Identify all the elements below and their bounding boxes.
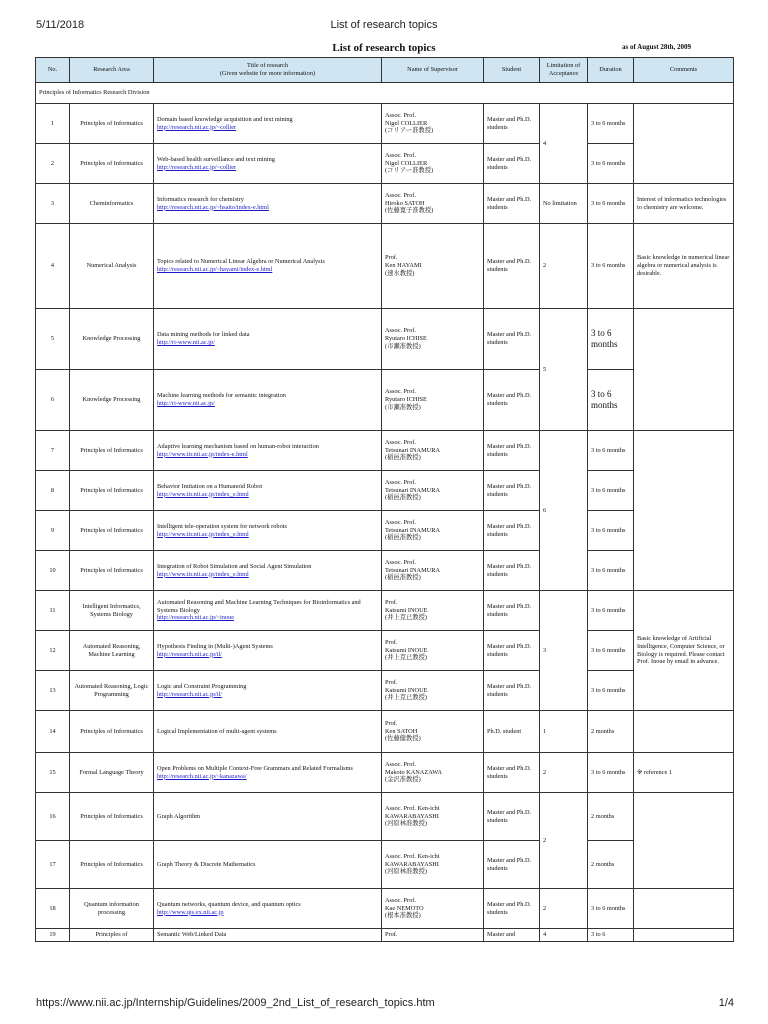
supervisor-sup2: Katsumi INOUE	[385, 646, 428, 654]
duration: 3 to 6 months	[588, 144, 634, 184]
research-area: Quantum information processing	[70, 889, 154, 929]
supervisor-sup1: Prof.	[385, 254, 398, 262]
supervisor-cell	[382, 793, 484, 841]
supervisor-sup2: Nigel COLLIER	[385, 119, 428, 127]
duration: 3 to 6 months	[588, 184, 634, 224]
research-title: Informatics research for chemistry	[157, 195, 244, 203]
research-title-cell	[154, 309, 382, 370]
col-header-duration: Duration	[588, 58, 634, 83]
research-link[interactable]: http://www.iir.nii.ac.jp/index_e.html	[157, 530, 249, 538]
supervisor-sup3: (コリアー准教授)	[385, 167, 434, 175]
col-header-limitation: Limitation of Acceptance	[540, 58, 588, 83]
supervisor-cell	[382, 671, 484, 711]
supervisor-sup3: (稲邑准教授)	[385, 574, 421, 582]
research-area: Principles of Informatics	[70, 104, 154, 144]
table-row	[36, 104, 734, 144]
supervisor-sup2: Tetsunari INAMURA	[385, 566, 440, 574]
print-date: 5/11/2018	[36, 19, 85, 31]
table-row	[36, 671, 734, 711]
supervisor-sup2: KAWARABAYASHI	[385, 860, 439, 868]
research-area: Knowledge Processing	[70, 309, 154, 370]
research-title: Machine learning methods for semantic integration	[157, 392, 286, 400]
table-row	[36, 184, 734, 224]
research-title-cell	[154, 431, 382, 471]
research-title: Logical Implementation of multi-agent systems	[157, 727, 277, 735]
supervisor-cell	[382, 309, 484, 370]
research-link[interactable]: http://www.iir.nii.ac.jp/index_e.html	[157, 570, 249, 578]
supervisor-sup1: Assoc. Prof.	[385, 438, 416, 446]
table-row	[36, 753, 734, 793]
supervisor-sup1: Assoc. Prof.	[385, 327, 416, 335]
research-link[interactable]: http://ri-www.nii.ac.jp/	[157, 400, 215, 407]
row-number: 18	[36, 889, 70, 929]
row-number: 7	[36, 431, 70, 471]
supervisor-sup1: Assoc. Prof.	[385, 191, 416, 199]
duration: 3 to 6 months	[588, 511, 634, 551]
supervisor-sup2: Katsumi INOUE	[385, 606, 428, 614]
research-title: Web-based health surveillance and text mining	[157, 155, 275, 163]
research-link[interactable]: http://www.iir.nii.ac.jp/index-e.html	[157, 450, 248, 458]
table-row	[36, 224, 734, 309]
research-title: Intelligent tele-operation system for network robots	[157, 522, 287, 530]
supervisor-sup1: Assoc. Prof.	[385, 558, 416, 566]
student-type: Master and Ph.D. students	[484, 753, 540, 793]
supervisor-sup1: Assoc. Prof.	[385, 760, 416, 768]
research-link[interactable]: http://research.nii.ac.jp/il/	[157, 650, 222, 658]
row-number: 11	[36, 591, 70, 631]
table-header-row	[36, 58, 734, 83]
research-title-cell	[154, 511, 382, 551]
research-title-cell	[154, 551, 382, 591]
supervisor-sup1: Assoc. Prof.	[385, 518, 416, 526]
supervisor-sup2: Kae NEMOTO	[385, 904, 424, 912]
duration: 3 to 6 months	[588, 471, 634, 511]
research-title: Graph Theory & Discrete Mathematics	[157, 860, 256, 868]
comments: Basic knowledge of Artificial Intelligence, Computer Science, or Biology is required. Please contact Prof. Inoue by email in advance.	[634, 591, 734, 711]
research-area: Cheminformatics	[70, 184, 154, 224]
duration: 3 to 6 months	[588, 591, 634, 631]
supervisor-cell	[382, 471, 484, 511]
row-number: 1	[36, 104, 70, 144]
student-type: Master and Ph.D. students	[484, 551, 540, 591]
research-title-cell	[154, 753, 382, 793]
research-title-cell	[154, 144, 382, 184]
supervisor-sup1: Prof.	[385, 638, 398, 646]
col-header-student: Student	[484, 58, 540, 83]
row-number: 3	[36, 184, 70, 224]
supervisor-sup2: Tetsunari INAMURA	[385, 526, 440, 534]
student-type: Master and Ph.D. students	[484, 370, 540, 431]
section-label: Principles of Informatics Research Division	[36, 83, 734, 104]
student-type: Master and	[484, 929, 540, 942]
row-number: 13	[36, 671, 70, 711]
research-area: Principles of	[70, 929, 154, 942]
student-type: Master and Ph.D. students	[484, 431, 540, 471]
supervisor-cell	[382, 711, 484, 753]
duration: 2 months	[588, 793, 634, 841]
supervisor-sup3: (コリアー准教授)	[385, 127, 434, 135]
row-number: 4	[36, 224, 70, 309]
supervisor-sup3: (金沢准教授)	[385, 776, 421, 784]
page-header	[0, 0, 768, 40]
research-area: Automated Reasoning, Logic Programming	[70, 671, 154, 711]
supervisor-cell	[382, 144, 484, 184]
comments	[634, 793, 734, 889]
student-type: Master and Ph.D. students	[484, 224, 540, 309]
student-type: Master and Ph.D. students	[484, 631, 540, 671]
table-row	[36, 793, 734, 841]
acceptance-limit: 5	[540, 309, 588, 431]
research-title-cell	[154, 591, 382, 631]
duration: 3 to 6 months	[588, 631, 634, 671]
duration: 3 to 6 months	[588, 309, 634, 370]
comments	[634, 104, 734, 184]
student-type: Master and Ph.D. students	[484, 144, 540, 184]
duration: 3 to 6 months	[588, 370, 634, 431]
supervisor-sup2: Tetsunari INAMURA	[385, 446, 440, 454]
table-row	[36, 370, 734, 431]
duration: 3 to 6	[588, 929, 634, 942]
research-area: Automated Reasoning, Machine Learning	[70, 631, 154, 671]
acceptance-limit: No limitation	[540, 184, 588, 224]
research-title: Topics related to Numerical Linear Algebra or Numerical Analysis	[157, 258, 325, 266]
col-header-area: Research Area	[70, 58, 154, 83]
research-title-cell	[154, 711, 382, 753]
supervisor-sup2: Ken HAYAMI	[385, 262, 422, 270]
row-number: 15	[36, 753, 70, 793]
row-number: 14	[36, 711, 70, 753]
supervisor-cell	[382, 104, 484, 144]
supervisor-sup1: Prof.	[385, 931, 398, 938]
supervisor-cell	[382, 431, 484, 471]
duration: 3 to 6 months	[588, 753, 634, 793]
comments	[634, 711, 734, 753]
research-area: Principles of Informatics	[70, 431, 154, 471]
row-number: 2	[36, 144, 70, 184]
supervisor-sup3: (井上克已教授)	[385, 614, 427, 622]
supervisor-sup1: Assoc. Prof.	[385, 896, 416, 904]
page-url: https://www.nii.ac.jp/Internship/Guidelines/2009_2nd_List_of_research_topics.htm	[36, 997, 435, 1009]
table-row	[36, 471, 734, 511]
row-number: 16	[36, 793, 70, 841]
supervisor-sup2: Katsumi INOUE	[385, 686, 428, 694]
table-row	[36, 631, 734, 671]
supervisor-sup2: Nigel COLLIER	[385, 159, 428, 167]
row-number: 5	[36, 309, 70, 370]
research-title: Data mining methods for linked data	[157, 331, 250, 339]
research-link[interactable]: http://research.nii.ac.jp/~hayami/index-e.html	[157, 266, 273, 273]
duration: 3 to 6 months	[588, 889, 634, 929]
student-type: Master and Ph.D. students	[484, 793, 540, 841]
research-title-cell	[154, 370, 382, 431]
acceptance-limit: 3	[540, 591, 588, 711]
comments: ※ reference 1	[634, 753, 734, 793]
table-row	[36, 889, 734, 929]
table-row	[36, 929, 734, 942]
row-number: 8	[36, 471, 70, 511]
row-number: 17	[36, 841, 70, 889]
duration: 3 to 6 months	[588, 224, 634, 309]
supervisor-cell	[382, 551, 484, 591]
student-type: Master and Ph.D. students	[484, 471, 540, 511]
research-area: Knowledge Processing	[70, 370, 154, 431]
supervisor-sup3: (井上克已教授)	[385, 694, 427, 702]
comments	[634, 431, 734, 591]
page-footer	[0, 994, 768, 1024]
supervisor-sup2: Tetsunari INAMURA	[385, 486, 440, 494]
row-number: 19	[36, 929, 70, 942]
research-link[interactable]: http://ri-www.nii.ac.jp/	[157, 339, 215, 346]
acceptance-limit: 2	[540, 753, 588, 793]
student-type: Master and Ph.D. students	[484, 184, 540, 224]
acceptance-limit: 4	[540, 929, 588, 942]
research-area: Formal Language Theory	[70, 753, 154, 793]
duration: 3 to 6 months	[588, 671, 634, 711]
student-type: Master and Ph.D. students	[484, 841, 540, 889]
supervisor-sup2: Ryutaro ICHISE	[385, 335, 427, 343]
section-row	[36, 83, 734, 104]
row-number: 12	[36, 631, 70, 671]
comments	[634, 929, 734, 942]
supervisor-cell	[382, 370, 484, 431]
research-title-cell	[154, 184, 382, 224]
research-title: Domain based knowledge acquisition and text mining	[157, 115, 293, 123]
supervisor-cell	[382, 184, 484, 224]
supervisor-sup3: (稲邑准教授)	[385, 534, 421, 542]
supervisor-sup3: (速水教授)	[385, 269, 415, 277]
research-link[interactable]: http://research.nii.ac.jp/~collier	[157, 163, 237, 171]
research-title-cell	[154, 671, 382, 711]
research-title: Behavior Imitation on a Humanoid Robot	[157, 482, 263, 490]
comments	[634, 889, 734, 929]
col-header-no: No.	[36, 58, 70, 83]
research-area: Principles of Informatics	[70, 793, 154, 841]
table-row	[36, 841, 734, 889]
supervisor-sup2: Ryutaro ICHISE	[385, 396, 427, 404]
supervisor-sup1: Prof.	[385, 678, 398, 686]
col-header-comments: Comments	[634, 58, 734, 83]
research-title: Graph Algorithm	[157, 812, 201, 820]
supervisor-cell	[382, 591, 484, 631]
supervisor-sup1: Assoc. Prof. Ken-ichi	[385, 852, 440, 860]
supervisor-sup1: Prof.	[385, 719, 398, 727]
acceptance-limit: 1	[540, 711, 588, 753]
student-type: Master and Ph.D. students	[484, 671, 540, 711]
table-row	[36, 711, 734, 753]
comments: Basic knowledge in numerical linear algebra or numerical analysis is desirable.	[634, 224, 734, 309]
student-type: Master and Ph.D. students	[484, 511, 540, 551]
student-type: Master and Ph.D. students	[484, 309, 540, 370]
supervisor-sup1: Assoc. Prof.	[385, 151, 416, 159]
supervisor-sup3: (稲邑准教授)	[385, 454, 421, 462]
student-type: Ph.D. student	[484, 711, 540, 753]
supervisor-sup2: KAWARABAYASHI	[385, 812, 439, 820]
row-number: 6	[36, 370, 70, 431]
research-title-cell	[154, 841, 382, 889]
supervisor-sup1: Prof.	[385, 598, 398, 606]
research-link[interactable]: http://www.iir.nii.ac.jp/index_e.html	[157, 490, 249, 498]
comments	[634, 309, 734, 431]
supervisor-sup1: Assoc. Prof.	[385, 388, 416, 396]
research-title: Quantum networks, quantum device, and quantum optics	[157, 900, 301, 908]
research-area: Principles of Informatics	[70, 471, 154, 511]
table-row	[36, 431, 734, 471]
research-area: Principles of Informatics	[70, 711, 154, 753]
page-number: 1/4	[718, 997, 734, 1009]
comments: Interest of informatics technologies to chemistry are welcome.	[634, 184, 734, 224]
page-title: List of research topics	[330, 19, 438, 31]
research-link[interactable]: http://research.nii.ac.jp/il/	[157, 690, 222, 698]
duration: 3 to 6 months	[588, 104, 634, 144]
research-area: Intelligent Informatics, Systems Biology	[70, 591, 154, 631]
research-area: Principles of Informatics	[70, 511, 154, 551]
research-title: Integration of Robot Simulation and Social Agent Simulation	[157, 562, 312, 570]
student-type: Master and Ph.D. students	[484, 104, 540, 144]
research-link[interactable]: http://research.nii.ac.jp/~kanazawa/	[157, 772, 247, 780]
student-type: Master and Ph.D. students	[484, 591, 540, 631]
research-title: Adaptive learning mechanism based on human-robot interaction	[157, 442, 319, 450]
research-link[interactable]: http://www.qis.ex.nii.ac.jp	[157, 908, 224, 916]
research-title-cell	[154, 793, 382, 841]
col-header-supervisor: Name of Supervisor	[382, 58, 484, 83]
research-title: Logic and Constraint Programming	[157, 682, 247, 690]
research-title: Open Problems on Multiple Context-Free Grammars and Related Formalisms	[157, 764, 353, 772]
supervisor-cell	[382, 841, 484, 889]
research-area: Principles of Informatics	[70, 144, 154, 184]
supervisor-cell	[382, 929, 484, 942]
research-link[interactable]: http://research.nii.ac.jp/~inoue	[157, 614, 235, 622]
supervisor-cell	[382, 753, 484, 793]
acceptance-limit: 6	[540, 431, 588, 591]
supervisor-cell	[382, 631, 484, 671]
row-number: 9	[36, 511, 70, 551]
supervisor-sup1: Assoc. Prof.	[385, 478, 416, 486]
student-type: Master and Ph.D. students	[484, 889, 540, 929]
research-title-cell	[154, 224, 382, 309]
document-title: List of research topics	[332, 42, 436, 54]
research-title-cell	[154, 471, 382, 511]
table-row	[36, 591, 734, 631]
as-of-date: as of August 28th, 2009	[622, 43, 692, 51]
supervisor-sup3: (佐藤寛子准教授)	[385, 207, 434, 215]
research-area: Numerical Analysis	[70, 224, 154, 309]
research-title-cell	[154, 104, 382, 144]
research-link[interactable]: http://research.nii.ac.jp/~hsaito/index-e.html	[157, 203, 269, 211]
acceptance-limit: 4	[540, 104, 588, 184]
supervisor-sup3: (市瀬准教授)	[385, 403, 421, 411]
duration: 2 months	[588, 711, 634, 753]
supervisor-sup3: (河原林准教授)	[385, 868, 427, 876]
supervisor-sup2: Ken SATOH	[385, 727, 418, 735]
supervisor-sup1: Assoc. Prof. Ken-ichi	[385, 804, 440, 812]
acceptance-limit: 2	[540, 224, 588, 309]
supervisor-sup3: (根本准教授)	[385, 912, 421, 920]
acceptance-limit: 2	[540, 889, 588, 929]
col-header-title: Title of research (Given website for more information)	[154, 58, 382, 83]
table-row	[36, 309, 734, 370]
research-title-cell	[154, 929, 382, 942]
supervisor-cell	[382, 511, 484, 551]
research-title: Semantic Web/Linked Data	[157, 931, 227, 938]
supervisor-sup3: (佐藤健教授)	[385, 735, 421, 743]
research-title: Hypothesis Finding in (Multi-)Agent Systems	[157, 642, 273, 650]
research-link[interactable]: http://research.nii.ac.jp/~collier	[157, 123, 237, 131]
row-number: 10	[36, 551, 70, 591]
table-row	[36, 511, 734, 551]
supervisor-cell	[382, 224, 484, 309]
research-title-cell	[154, 889, 382, 929]
supervisor-cell	[382, 889, 484, 929]
table-row	[36, 144, 734, 184]
supervisor-sup3: (市瀬准教授)	[385, 342, 421, 350]
duration: 3 to 6 months	[588, 551, 634, 591]
research-area: Principles of Informatics	[70, 841, 154, 889]
research-title: Automated Reasoning and Machine Learning Techniques for Bioinformatics and Systems Biology	[157, 598, 361, 614]
duration: 2 months	[588, 841, 634, 889]
supervisor-sup3: (稲邑准教授)	[385, 494, 421, 502]
supervisor-sup2: Makoto KANAZAWA	[385, 768, 443, 776]
supervisor-sup3: (井上克已教授)	[385, 654, 427, 662]
supervisor-sup1: Assoc. Prof.	[385, 111, 416, 119]
research-title-cell	[154, 631, 382, 671]
research-area: Principles of Informatics	[70, 551, 154, 591]
duration: 3 to 6 months	[588, 431, 634, 471]
supervisor-sup3: (河原林准教授)	[385, 820, 427, 828]
acceptance-limit: 2	[540, 793, 588, 889]
table-row	[36, 551, 734, 591]
research-topics-table	[35, 57, 734, 942]
supervisor-sup2: Hiroko SATOH	[385, 199, 425, 207]
